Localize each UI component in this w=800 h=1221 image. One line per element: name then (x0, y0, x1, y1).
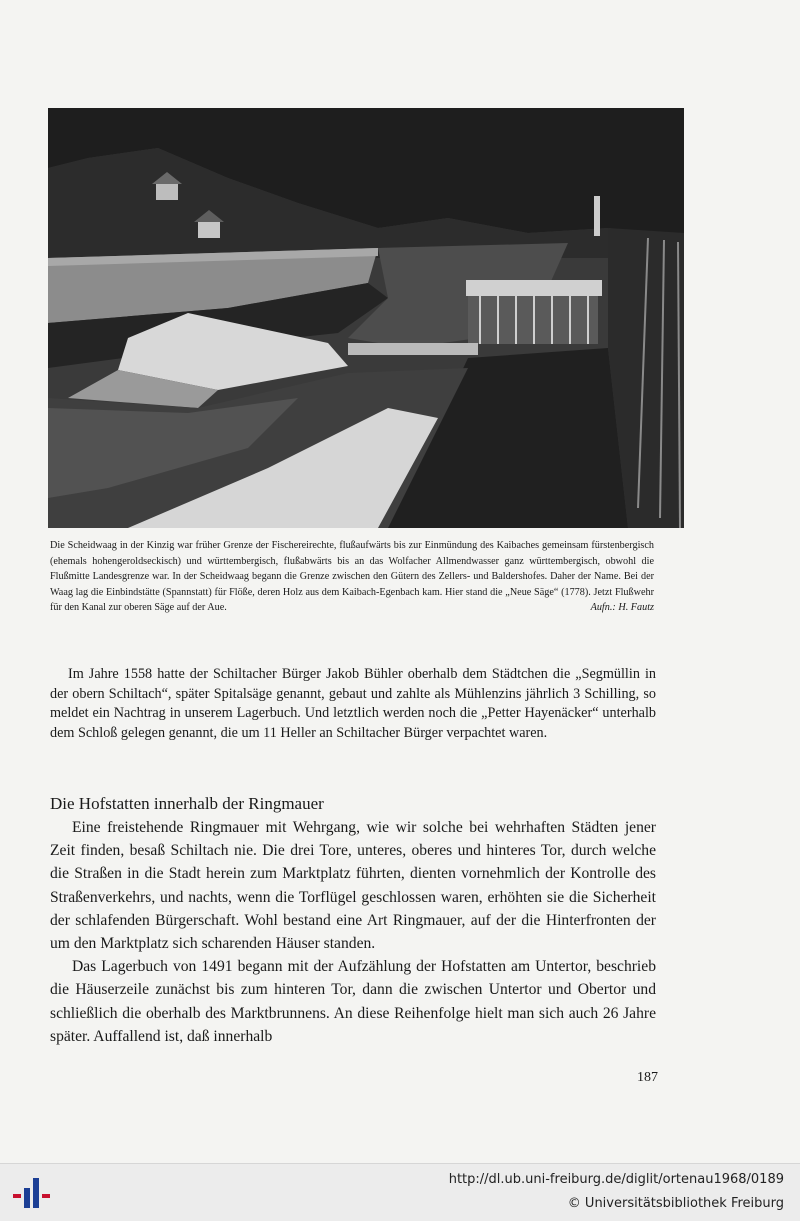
paragraph-1: Im Jahre 1558 hatte der Schiltacher Bürger Jakob Bühler oberhalb dem Städtchen die „Segmüllin in der obern Schiltach“, später Spitalsäge genannt, gebaut und zahlte als Mühlenzins jährlich 3 Schilling, so meldet ein Nachtrag in unserem Lagerbuch. Und letztlich werden noch die „Petter Hayenäcker“ unterhalb dem Schloß gelegen genannt, die um 11 Heller an Schiltacher Bürger verpachtet waren. (50, 666, 656, 741)
digital-copy-link[interactable]: http://dl.ub.uni-freiburg.de/diglit/ortenau1968/0189 (448, 1172, 784, 1187)
caption-text: Die Scheidwaag in der Kinzig war früher Grenze der Fischereirechte, flußaufwärts bis zur Einmündung des Kaibaches gemeinsam fürstenbergisch (ehemals hohengeroldseckisch) und württembergisch, flußabwärts bis an das Wolfacher Allmendwasser ganz württembergisch, obwohl die Flußmitte Landesgrenze war. In der Scheidwaag begann die Grenze zwischen den Gütern des Zellers- und Baldershofes. Daher der Name. Bei der Waag lag die Einbindstätte (Spannstatt) für Flöße, deren Holz aus dem Kaibach-Egenbach kam. Hier stand die „Neue Säge“ (1778). Jetzt Flußwehr für den Kanal zur oberen Säge auf der Aue. (50, 540, 654, 614)
photo-credit: Aufn.: H. Fautz (590, 602, 654, 614)
photo-caption (50, 538, 654, 616)
page-number: 187 (637, 1070, 658, 1085)
section-heading: Die Hofstatten innerhalb der Ringmauer (50, 794, 324, 814)
river-weir-photo (48, 108, 684, 528)
ub-freiburg-logo-icon (10, 1172, 52, 1214)
paragraph-sawmill (50, 665, 656, 743)
paragraph-3: Das Lagerbuch von 1491 begann mit der Aufzählung der Hofstatten am Untertor, beschrieb die Häuserzeile zunächst bis zum hinteren Tor, dann die zwischen Untertor und Obertor und schließlich die oberhalb des Marktbrunnens. An diese Reihenfolge hielt man sich auch 26 Jahre später. Auffallend ist, daß innerhalb (50, 958, 656, 1045)
paragraph-2: Eine freistehende Ringmauer mit Wehrgang, wie wir solche bei wehrhaften Städten jener Zeit finden, besaß Schiltach nie. Die drei Tore, unteres, oberes und hinteres Tor, durch welche die Straßen in die Stadt herein zum Marktplatz führten, dienten vornehmlich der Kontrolle des Straßenverkehrs, und nachts, wenn die Torflügel geschlossen waren, erhöhten sie die Sicherheit der schlafenden Bürgerschaft. Wohl bestand eine Art Ringmauer, auf der die Hinterfronten der um den Marktplatz sich scharenden Häuser standen. (50, 819, 656, 953)
copyright-notice: © Universitätsbibliothek Freiburg (567, 1196, 784, 1211)
library-footer (0, 1163, 800, 1221)
section-body (50, 816, 656, 1048)
